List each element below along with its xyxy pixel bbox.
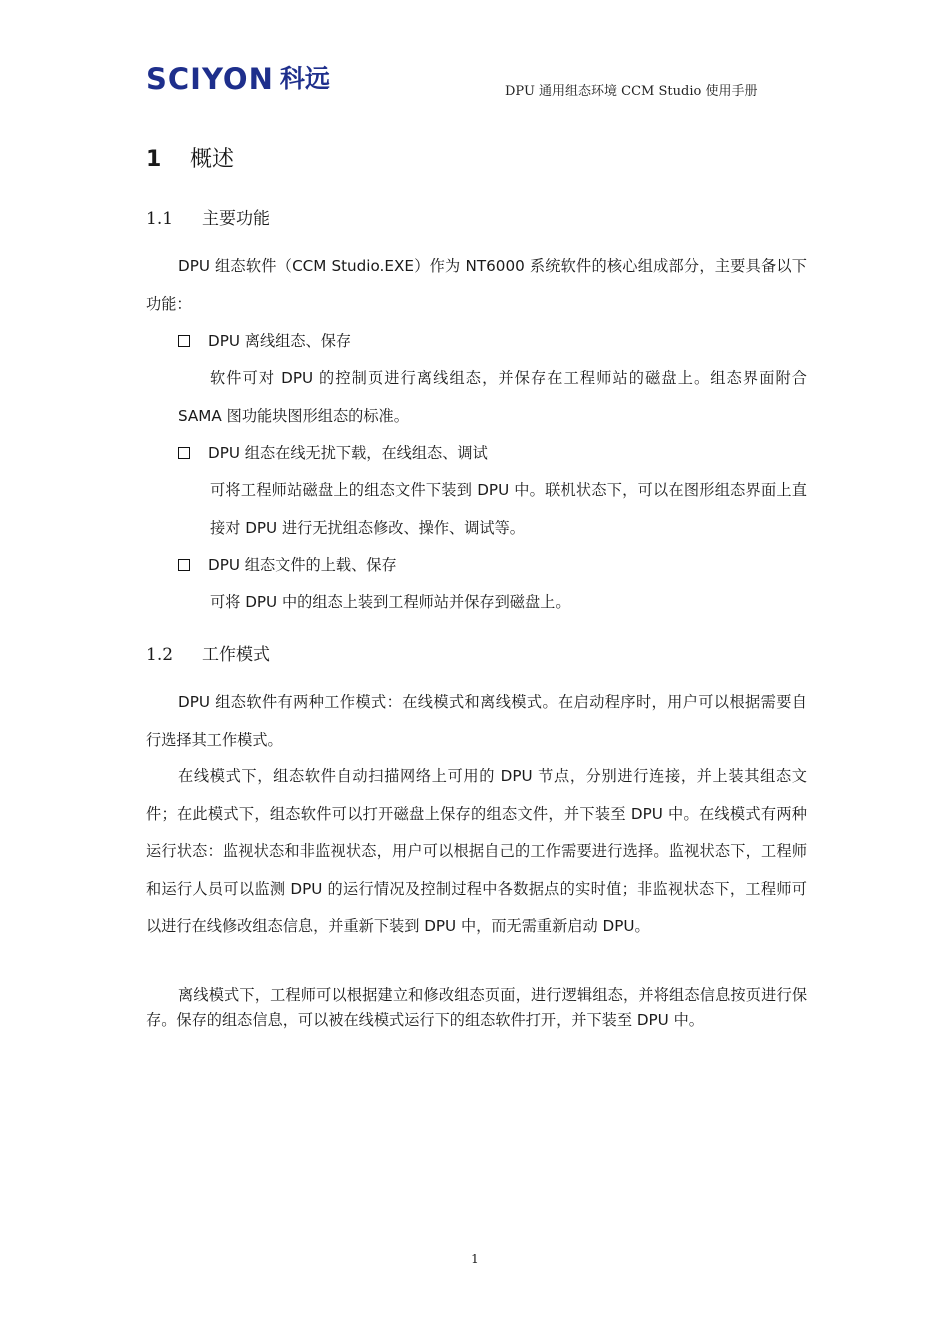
chapter-heading <box>146 142 234 173</box>
checkbox-bullet-icon <box>178 559 190 571</box>
feature-label: DPU 组态在线无扰下载，在线组态、调试 <box>208 444 488 462</box>
section-intro-paragraph: DPU 组态软件（CCM Studio.EXE）作为 NT6000 系统软件的核心组成部分，主要具备以下功能： <box>146 257 807 313</box>
feature-label: DPU 离线组态、保存 <box>208 332 352 350</box>
checkbox-bullet-icon <box>178 335 190 347</box>
chapter-number: 1 <box>146 147 162 172</box>
work-mode-paragraph-2: 在线模式下，组态软件自动扫描网络上可用的 DPU 节点，分别进行连接，并上装其组态文件；在此模式下，组态软件可以打开磁盘上保存的组态文件，并下装至 DPU 中。在线模式有两种运行状态：监视状态和非监视状态，用户可以根据自己的工作需要进行选择。监视状态下，工程师和运行人员可以监测 DPU 的运行情况及控制过程中各数据点的实时值；非监视状态下，工程师可以进行在线修改组态信息，并重新下装到 DPU 中，而无需重新启动 DPU。 <box>146 767 807 935</box>
feature-description-1: 软件可对 DPU 的控制页进行离线组态，并保存在工程师站的磁盘上。组态界面附合 SAMA 图功能块图形组态的标准。 <box>178 369 807 425</box>
document-header-title: DPU 通用组态环境 CCM Studio 使用手册 <box>505 84 758 99</box>
section-title: 主要功能 <box>202 209 270 229</box>
page-number: 1 <box>471 1252 479 1266</box>
feature-description-2: 可将工程师站磁盘上的组态文件下装到 DPU 中。联机状态下，可以在图形组态界面上直接对 DPU 进行无扰组态修改、操作、调试等。 <box>210 481 807 537</box>
work-mode-paragraph-3: 离线模式下，工程师可以根据建立和修改组态页面，进行逻辑组态，并将组态信息按页进行保存。保存的组态信息，可以被在线模式运行下的组态软件打开，并下装至 DPU 中。 <box>146 986 807 1029</box>
feature-item-1 <box>178 331 351 351</box>
feature-description-3: 可将 DPU 中的组态上装到工程师站并保存到磁盘上。 <box>210 593 571 611</box>
feature-item-2 <box>178 443 488 463</box>
logo-text-cn: 科远 <box>279 64 330 93</box>
chapter-title: 概述 <box>190 147 235 172</box>
checkbox-bullet-icon <box>178 447 190 459</box>
work-mode-paragraph-1: DPU 组态软件有两种工作模式：在线模式和离线模式。在启动程序时，用户可以根据需要自行选择其工作模式。 <box>146 693 807 749</box>
section-heading-1-1 <box>146 204 270 229</box>
feature-item-3 <box>178 555 397 575</box>
company-logo <box>146 64 330 94</box>
section-heading-1-2 <box>146 640 270 665</box>
feature-label: DPU 组态文件的上载、保存 <box>208 556 397 574</box>
logo-text: SCIYON <box>146 62 274 96</box>
section-title: 工作模式 <box>202 645 270 665</box>
section-number: 1.1 <box>146 209 174 229</box>
section-number: 1.2 <box>146 645 174 665</box>
